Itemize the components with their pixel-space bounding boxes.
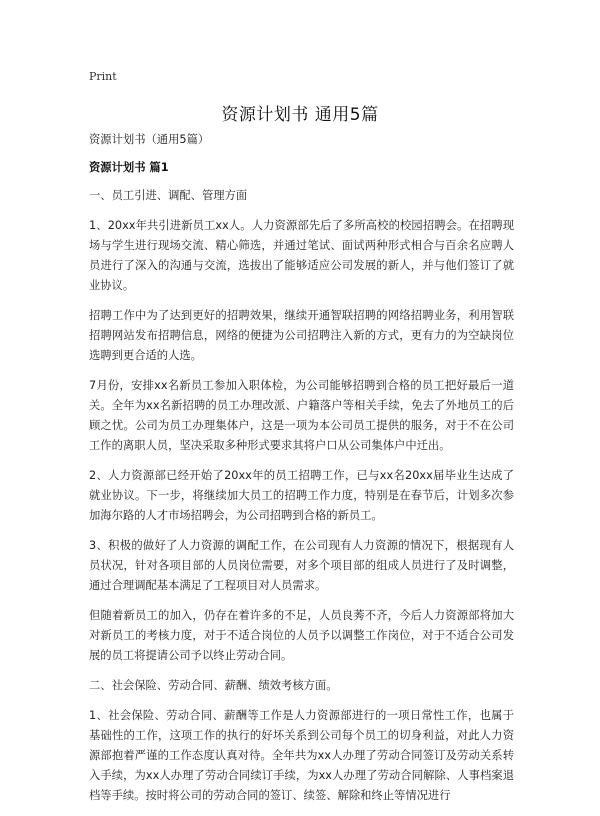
paragraph: 1、20xx年共引进新员工xx人。人力资源部先后了多所高校的校园招聘会。在招聘现场与学生进行现场交流、精心筛选，并通过笔试、面试两种形式相合与百余名应聘人员进行了深入的沟通与交流，选拔出了能够适应公司发展的新人，并与他们签订了就业协议。	[89, 219, 514, 292]
document-title: 资源计划书 通用5篇	[221, 105, 379, 125]
section-heading: 资源计划书 篇1	[89, 161, 169, 174]
document-subtitle: 资源计划书（通用5篇）	[89, 133, 210, 146]
paragraph: 招聘工作中为了达到更好的招聘效果，继续开通智联招聘的网络招聘业务，利用智联招聘网站发布招聘信息，网络的便捷为公司招聘注入新的方式，更有力的为空缺岗位选聘到更合适的人选。	[89, 309, 514, 362]
paragraph: 3、积极的做好了人力资源的调配工作，在公司现有人力资源的情况下，根据现有人员状况，针对各项目部的人员岗位需要，对多个项目部的组成人员进行了及时调整，通过合理调配基本满足了工程项目对人员需求。	[89, 539, 514, 592]
paragraph: 7月份，安排xx名新员工参加入职体检，为公司能够招聘到合格的员工把好最后一道关。全年为xx名新招聘的员工办理改派、户籍落户等相关手续，免去了外地员工的后顾之忧。公司为员工办理集体户，这是一项为本公司员工提供的服务，对于不在公司工作的离职人员，坚决采取多种形式要求其将户口从公司集体户中迁出。	[89, 379, 514, 452]
paragraph-recruitment-heading: 一、员工引进、调配、管理方面	[89, 189, 248, 202]
paragraph-insurance-heading: 二、社会保险、劳动合同、薪酬、绩效考核方面。	[89, 679, 338, 692]
paragraph: 但随着新员工的加入，仍存在着许多的不足，人员良莠不齐，今后人力资源部将加大对新员工的考核力度，对于不适合岗位的人员予以调整工作岗位，对于不适合公司发展的员工将提请公司予以终止劳动合同。	[89, 609, 514, 662]
document-body	[89, 130, 514, 816]
print-label[interactable]: Print	[89, 70, 117, 83]
paragraph: 1、社会保险、劳动合同、薪酬等工作是人力资源部进行的一项日常性工作，也属于基础性的工作，这项工作的执行的好坏关系到公司每个员工的切身利益，对此人力资源部抱着严谨的工作态度认真对待。全年共为xx人办理了劳动合同签订及劳动关系转入手续，为xx人办理了劳动合同续订手续，为xx人办理了劳动合同解除、人事档案退档等手续。按时将公司的劳动合同的签订、续签、解除和终止等情况进行	[89, 709, 514, 802]
paragraph: 2、人力资源部已经开始了20xx年的员工招聘工作，已与xx名20xx届毕业生达成了就业协议。下一步，将继续加大员工的招聘工作力度，特别是在春节后，计划多次参加海尔路的人才市场招聘会，为公司招聘到合格的新员工。	[89, 469, 514, 522]
